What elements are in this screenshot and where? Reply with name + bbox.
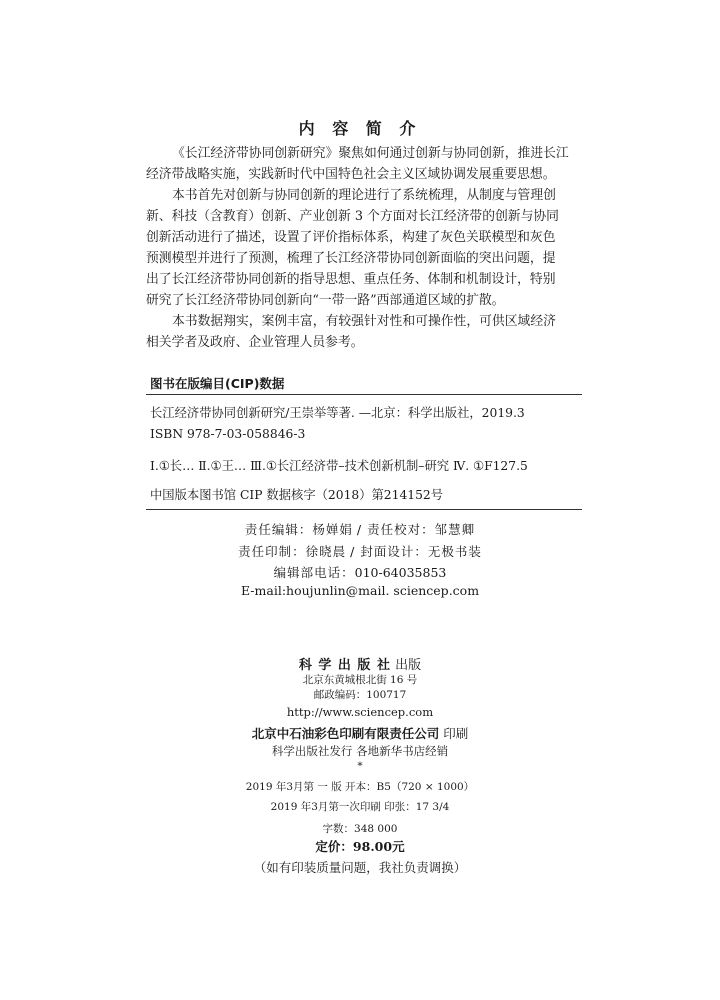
credit-editor: 责任编辑：杨婵娟 — [244, 522, 353, 537]
credit-print-manager: 责任印制：徐晓晨 — [238, 544, 347, 559]
price-label: 定价： — [315, 839, 353, 854]
phone-number: 010-64035853 — [354, 565, 447, 580]
cip-heading: 图书在版编目(CIP)数据 — [150, 376, 285, 391]
cip-top-rule — [146, 394, 582, 395]
cip-classification: Ⅰ.①长… Ⅱ.①王… Ⅲ.①长江经济带–技术创新机制–研究 Ⅳ. ①F127.5 — [150, 459, 528, 473]
summary-paragraph-1 — [146, 143, 582, 185]
publisher-suffix: 出版 — [395, 658, 422, 673]
price-line — [0, 837, 720, 855]
summary-p2-line-4: 预测模型并进行了预测，梳理了长江经济带协同创新面临的突出问题，提 — [146, 251, 556, 266]
summary-p2-line-1: 本书首先对创新与协同创新的理论进行了系统梳理，从制度与管理创 — [172, 188, 556, 203]
summary-p2-line-3: 创新活动进行了描述，设置了评价指标体系，构建了灰色关联模型和灰色 — [146, 230, 556, 245]
publisher-postcode: 邮政编码：100717 — [313, 689, 407, 701]
summary-p1-line-2: 经济带战略实施，实践新时代中国特色社会主义区域协调发展重要思想。 — [146, 167, 556, 182]
summary-p3-line-1: 本书数据翔实，案例丰富，有较强针对性和可操作性，可供区域经济 — [172, 314, 556, 329]
printer-name: 北京中石油彩色印刷有限责任公司 — [251, 726, 440, 741]
quality-note: （如有印装质量问题，我社负责调换） — [253, 860, 467, 875]
phone-label: 编辑部电话： — [273, 565, 355, 580]
summary-paragraph-2 — [146, 185, 582, 311]
cip-record: 中国版本图书馆 CIP 数据核字（2018）第214152号 — [150, 488, 444, 502]
summary-paragraph-3 — [146, 311, 582, 353]
cip-title-line: 长江经济带协同创新研究/王崇举等著. —北京：科学出版社，2019.3 — [150, 406, 525, 420]
summary-p2-line-5: 出了长江经济带协同创新的指导思想、重点任务、体制和机制设计，特别 — [146, 272, 556, 287]
credits-phone — [0, 563, 720, 581]
credit-proofreader: / 责任校对：邹慧卿 — [356, 522, 476, 537]
summary-heading: 内 容 简 介 — [298, 119, 422, 138]
wordcount-line: 字数：348 000 — [322, 823, 398, 835]
summary-p1-line-1: 《长江经济带协同创新研究》聚焦如何通过创新与协同创新，推进长江 — [172, 146, 569, 161]
price-value: 98.00元 — [352, 839, 405, 854]
credits-email: E-mail:houjunlin@mail. sciencep.com — [240, 583, 480, 598]
publisher-line — [0, 654, 720, 673]
publisher-name: 科 学 出 版 社 — [298, 658, 391, 673]
printer-line — [0, 724, 720, 742]
cip-bottom-rule — [146, 509, 582, 510]
distribution-line: 科学出版社发行 各地新华书店经销 — [271, 744, 449, 758]
edition-line: 2019 年3月第 一 版 开本：B5（720 × 1000） — [245, 781, 475, 793]
publisher-address: 北京东黄城根北街 16 号 — [302, 674, 418, 686]
separator-star: * — [357, 760, 363, 772]
cip-isbn: ISBN 978-7-03-058846-3 — [150, 427, 306, 441]
summary-p3-line-2: 相关学者及政府、企业管理人员参考。 — [146, 335, 364, 350]
summary-p2-line-2: 新、科技（含教育）创新、产业创新 3 个方面对长江经济带的创新与协同 — [146, 209, 559, 224]
summary-p2-line-6: 研究了长江经济带协同创新向“一带一路”西部通道区域的扩散。 — [146, 293, 505, 308]
publisher-url: http://www.sciencep.com — [286, 705, 434, 719]
credits-editors — [0, 520, 720, 538]
credits-production — [0, 542, 720, 560]
printer-suffix: 印刷 — [443, 726, 469, 741]
printing-line: 2019 年3月第一次印刷 印张：17 3/4 — [270, 801, 450, 813]
credit-cover-design: / 封面设计：无极书装 — [350, 544, 482, 559]
